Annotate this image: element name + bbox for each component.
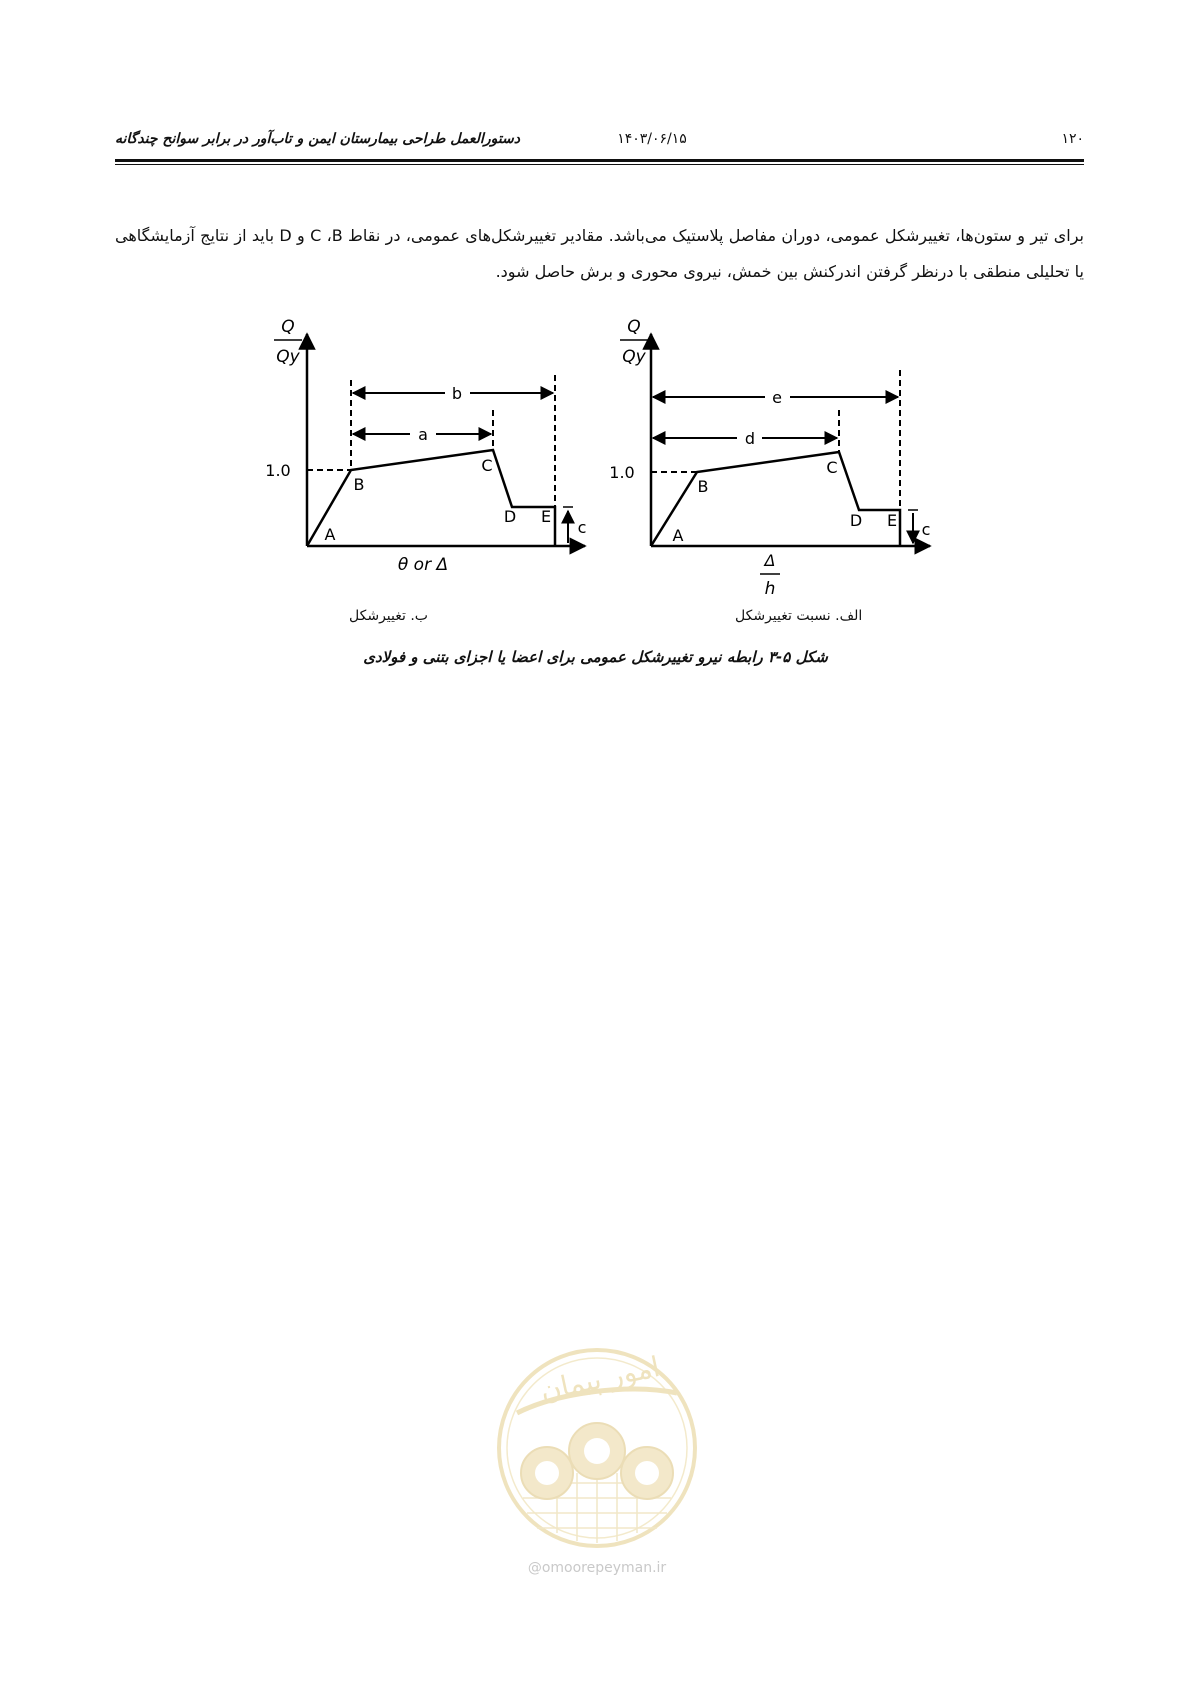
figure-caption: شکل ۵-۳ رابطه نیرو تغییرشکل عمومی برای اعضا یا اجزای بتنی و فولادی (363, 648, 828, 666)
left-x-label: θ or Δ (397, 555, 449, 575)
right-x-label-den: h (764, 579, 776, 599)
right-y-tick: 1.0 (609, 463, 635, 482)
watermark-logo-text: امور پیمان (537, 1349, 663, 1408)
left-point-c: C (481, 456, 493, 475)
right-point-e: E (886, 511, 898, 530)
document-title: دستورالعمل طراحی بیمارستان ایمن و تاب‌آور در برابر سوانح چندگانه (115, 131, 521, 147)
left-y-tick: 1.0 (265, 461, 291, 480)
right-y-label-den: Qy (622, 347, 646, 367)
body-paragraph: برای تیر و ستون‌ها، تغییرشکل عمومی، دوران مفاصل پلاستیک می‌باشد. مقادیر تغییرشکل‌های عمومی، در نقاط C ،B و D باید از نتایج آزمایشگاهی یا تحلیلی منطقی با درنظر گرفتن اندرکنش بین خمش، نیروی محوری و برش حاصل شود. (115, 226, 1084, 281)
right-point-d: D (849, 511, 863, 530)
right-dim-c-label: c (921, 520, 931, 539)
page-number: ۱۲۰ (1061, 131, 1084, 147)
left-y-label-num: Q (281, 317, 295, 337)
left-dim-a-label: a (418, 425, 428, 444)
left-point-a: A (324, 525, 336, 544)
left-point-b: B (353, 475, 365, 494)
header-date: ۱۴۰۳/۰۶/۱۵ (617, 131, 687, 147)
right-point-c: C (826, 458, 838, 477)
left-sub-caption: ب. تغییرشکل (349, 608, 428, 624)
left-curve (307, 450, 555, 546)
right-x-label-num: Δ (764, 551, 776, 570)
right-sub-caption: الف. نسبت تغییرشکل (735, 608, 863, 624)
right-point-b: B (697, 477, 709, 496)
left-dim-b-label: b (451, 384, 463, 403)
watermark-url: @omoorepeyman.ir (527, 1560, 667, 1576)
right-curve (651, 452, 900, 546)
left-y-label-den: Qy (276, 347, 300, 367)
left-dim-c-label: c (577, 518, 587, 537)
right-dim-d-label: d (744, 429, 756, 448)
figure-graphic (0, 0, 1191, 640)
force-deformation-figure (0, 0, 1191, 666)
right-y-label-num: Q (627, 317, 641, 337)
left-point-d: D (503, 507, 517, 526)
right-point-a: A (672, 526, 684, 545)
left-chart (265, 317, 586, 575)
left-point-e: E (540, 507, 552, 526)
right-chart (609, 317, 930, 599)
right-dim-e-label: e (772, 388, 782, 407)
